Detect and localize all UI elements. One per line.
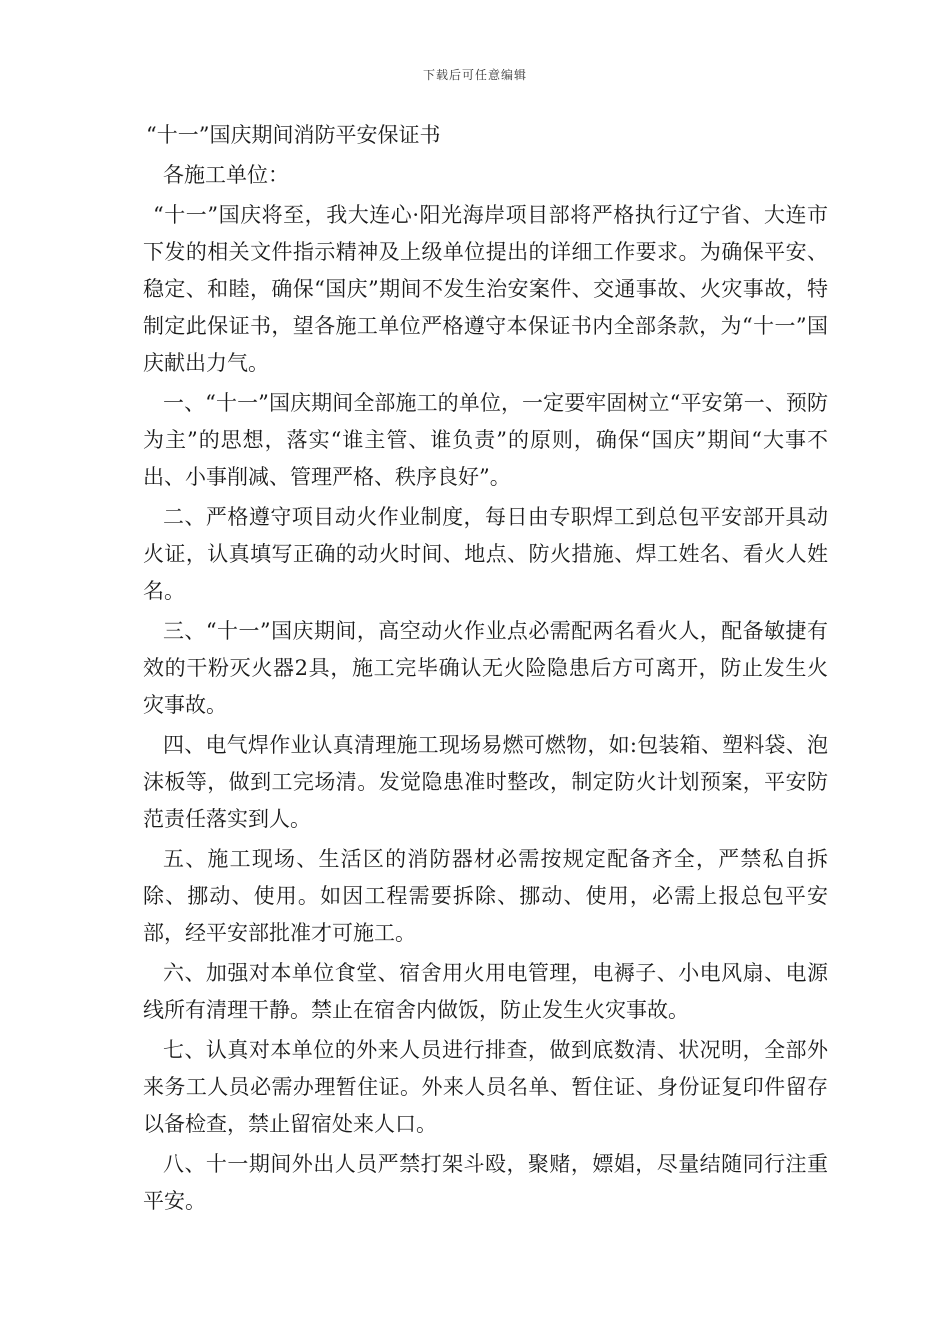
paragraph-item-4: 四、电气焊作业认真清理施工现场易燃可燃物，如:包装箱、塑料袋、泡沫板等，做到工完场清。发觉隐患准时整改，制定防火计划预案，平安防范责任落实到人。 [143, 733, 828, 831]
document-body [143, 117, 828, 1223]
paragraph-item-3: 三、“十一”国庆期间，高空动火作业点必需配两名看火人，配备敏捷有效的干粉灭火器2具，施工完毕确认无火险隐患后方可离开，防止发生火灾事故。 [143, 619, 828, 717]
paragraph-intro: “十一”国庆将至，我大连心·阳光海岸项目部将严格执行辽宁省、大连市下发的相关文件指示精神及上级单位提出的详细工作要求。为确保平安、稳定、和睦，确保“国庆”期间不发生治安案件、交通事故、火灾事故，特制定此保证书，望各施工单位严格遵守本保证书内全部条款，为“十一”国庆献出力气。 [143, 203, 828, 375]
salutation: 各施工单位： [163, 163, 289, 187]
paragraph-item-1: 一、“十一”国庆期间全部施工的单位，一定要牢固树立“平安第一、预防为主”的思想，落实“谁主管、谁负责”的原则，确保“国庆”期间“大事不出、小事削减、管理严格、秩序良好”。 [143, 391, 828, 489]
paragraph-item-2: 二、严格遵守项目动火作业制度，每日由专职焊工到总包平安部开具动火证，认真填写正确的动火时间、地点、防火措施、焊工姓名、看火人姓名。 [143, 505, 828, 603]
header-note: 下载后可任意编辑 [422, 68, 527, 82]
paragraph-item-7: 七、认真对本单位的外来人员进行排查，做到底数清、状况明，全部外来务工人员必需办理暂住证。外来人员名单、暂住证、身份证复印件留存以备检查，禁止留宿处来人口。 [143, 1038, 828, 1136]
document-title: “十一”国庆期间消防平安保证书 [146, 123, 441, 147]
paragraph-item-5: 五、施工现场、生活区的消防器材必需按规定配备齐全，严禁私自拆除、挪动、使用。如因工程需要拆除、挪动、使用，必需上报总包平安部，经平安部批准才可施工。 [143, 847, 828, 945]
paragraph-item-6: 六、加强对本单位食堂、宿舍用火用电管理，电褥子、小电风扇、电源线所有清理干静。禁止在宿舍内做饭，防止发生火灾事故。 [143, 961, 828, 1022]
paragraph-item-8: 八、十一期间外出人员严禁打架斗殴，聚赌，嫖娼，尽量结随同行注重平安。 [143, 1152, 828, 1213]
